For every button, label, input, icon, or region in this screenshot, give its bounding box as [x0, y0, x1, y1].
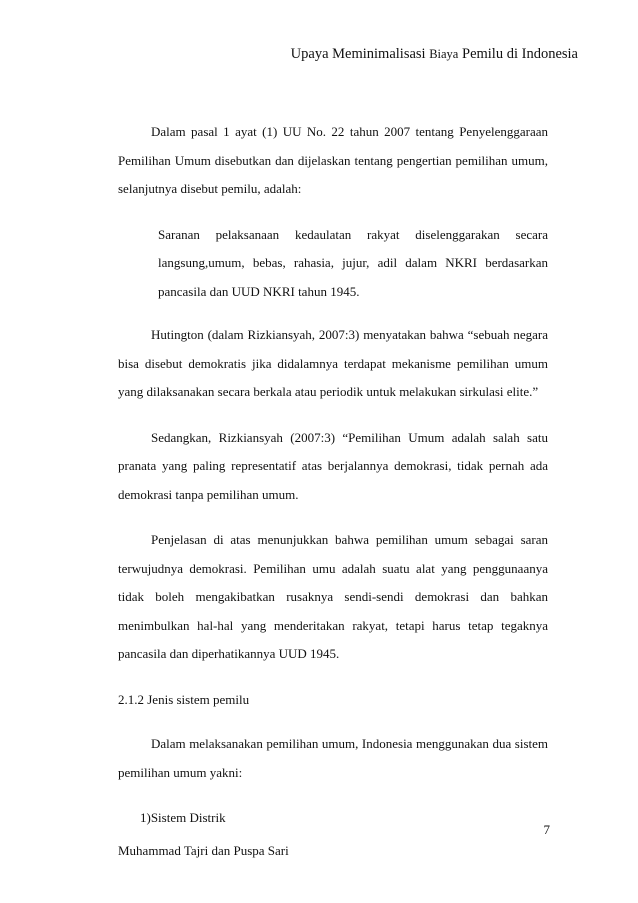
section-heading: 2.1.2 Jenis sistem pemilu	[118, 691, 250, 707]
footer-authors: Muhammad Tajri dan Puspa Sari	[118, 843, 289, 858]
running-header	[291, 46, 578, 63]
body-text	[118, 118, 548, 833]
paragraph-5: Dalam melaksanakan pemilihan umum, Indonesia menggunakan dua sistem pemilihan umum yakni:	[118, 736, 548, 780]
paragraph-1: Dalam pasal 1 ayat (1) UU No. 22 tahun 2007 tentang Penyelenggaraan Pemilihan Umum disebutkan dan dijelaskan tentang pengertian pemilihan umum, selanjutnya disebut pemilu, adalah:	[118, 124, 548, 196]
header-title-part2: Biaya	[429, 47, 459, 61]
header-title-part3: Pemilu di Indonesia	[458, 46, 578, 62]
paragraph-4: Penjelasan di atas menunjukkan bahwa pemilihan umum sebagai saran terwujudnya demokrasi. Pemilihan umu adalah suatu alat yang penggunaanya tidak boleh mengakibatkan rusaknya sendi-sendi demokrasi dan bahkan menimbulkan hal-hal yang menderitakan rakyat, tetapi harus tetap tegaknya pancasila dan diperhatikannya UUD 1945.	[118, 532, 548, 661]
header-title-part1: Upaya Meminimalisasi	[290, 46, 430, 62]
block-quote: Saranan pelaksanaan kedaulatan rakyat diselenggarakan secara langsung,umum, bebas, rahasia, jujur, adil dalam NKRI berdasarkan pancasila dan UUD NKRI tahun 1945.	[158, 226, 548, 299]
paragraph-2: Hutington (dalam Rizkiansyah, 2007:3) menyatakan bahwa “sebuah negara bisa disebut demokratis jika didalamnya terdapat mekanisme pemilihan umum yang dilaksanakan secara berkala atau periodik untuk melakukan sirkulasi elite.”	[118, 327, 548, 399]
paragraph-3: Sedangkan, Rizkiansyah (2007:3) “Pemilihan Umum adalah salah satu pranata yang paling representatif atas berjalannya demokrasi, tidak pernah ada demokrasi tanpa pemilihan umum.	[118, 429, 548, 502]
page-number: 7	[543, 822, 550, 837]
list-item: 1)Sistem Distrik	[140, 810, 226, 825]
